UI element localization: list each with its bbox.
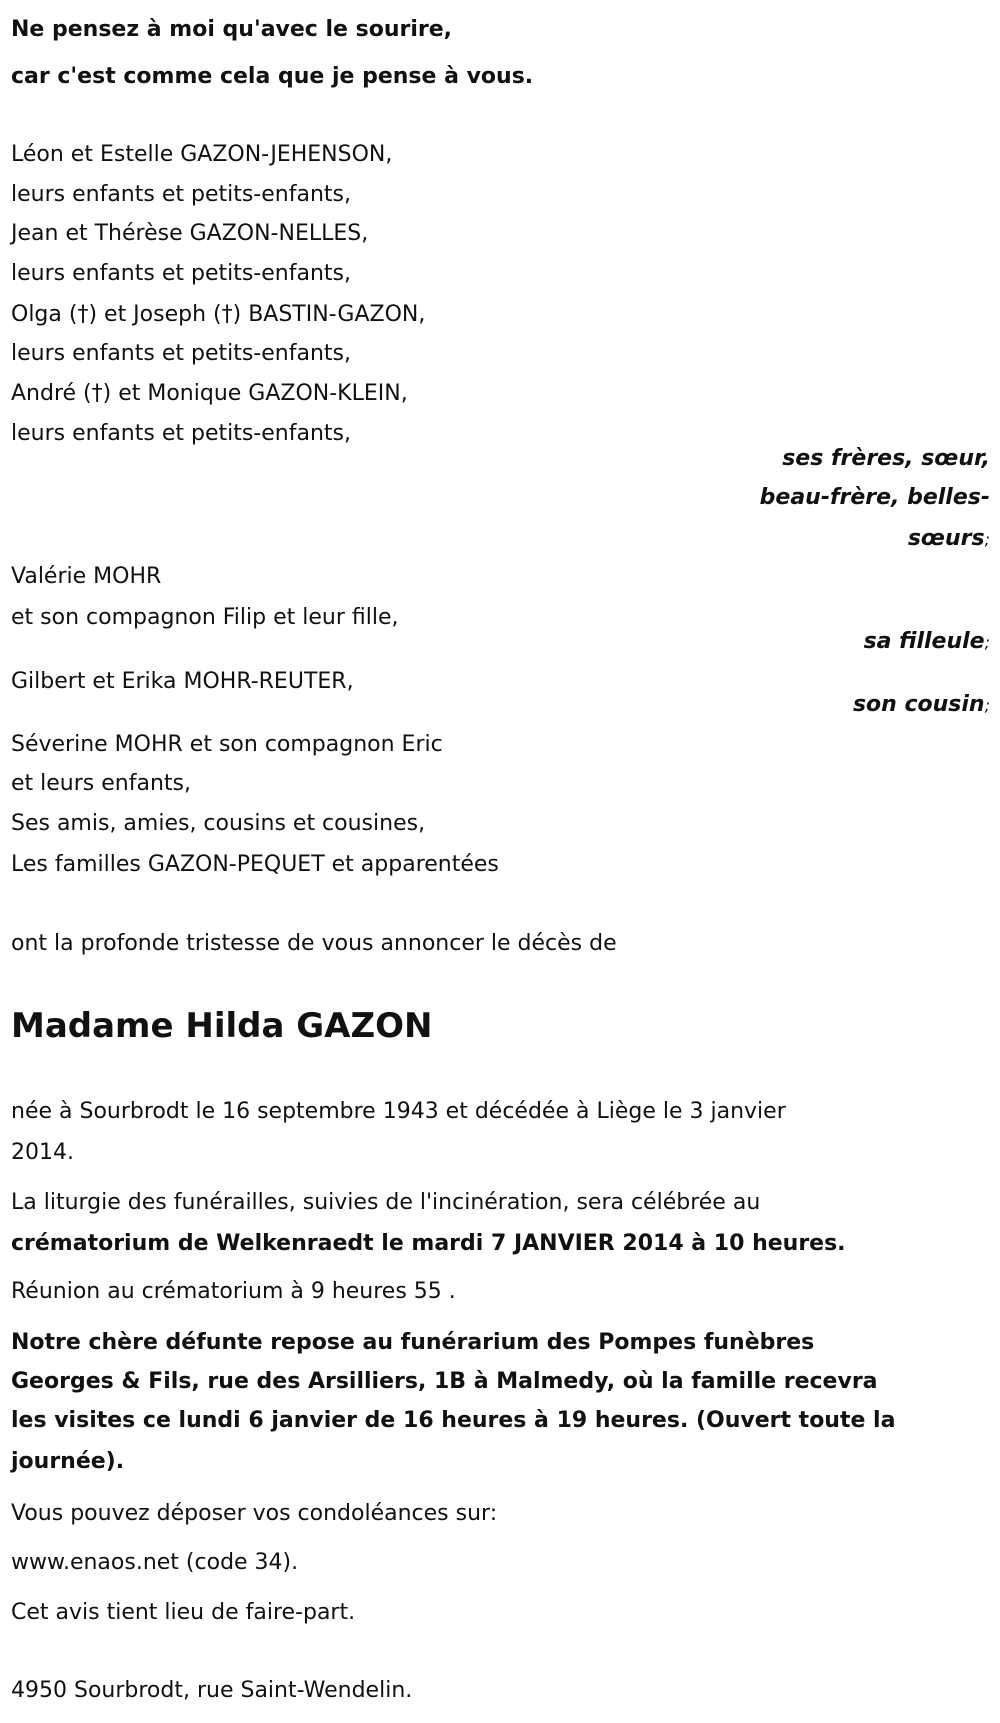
- gilbert-line: Gilbert et Erika MOHR-REUTER,: [11, 669, 354, 694]
- family-line: Olga (†) et Joseph (†) BASTIN-GAZON,: [11, 302, 426, 327]
- family-line: leurs enfants et petits-enfants,: [11, 261, 351, 286]
- other-line: Ses amis, amies, cousins et cousines,: [11, 811, 426, 836]
- liturgy-place: crématorium de Welkenraedt le mardi 7 JANVIER 2014 à 10 heures.: [11, 1231, 846, 1256]
- mohr-line: et son compagnon Filip et leur fille,: [11, 605, 399, 630]
- repose-line: Notre chère défunte repose au funérarium des Pompes funèbres: [11, 1330, 815, 1355]
- other-line: et leurs enfants,: [11, 771, 191, 796]
- deceased-name: Madame Hilda GAZON: [11, 1006, 433, 1046]
- other-line: Les familles GAZON-PEQUET et apparentées: [11, 852, 499, 877]
- other-line: Séverine MOHR et son compagnon Eric: [11, 732, 443, 757]
- family-line: leurs enfants et petits-enfants,: [11, 341, 351, 366]
- repose-line: journée).: [11, 1449, 125, 1474]
- notice: Cet avis tient lieu de faire-part.: [11, 1600, 356, 1625]
- repose-line: les visites ce lundi 6 janvier de 16 heures à 19 heures. (Ouvert toute la: [11, 1408, 896, 1433]
- repose-line: Georges & Fils, rue des Arsilliers, 1B à Malmedy, où la famille recevra: [11, 1369, 878, 1394]
- mohr-line: Valérie MOHR: [11, 564, 162, 589]
- relation-siblings: ses frères, sœur,: [782, 446, 990, 471]
- motto-line-1: Ne pensez à moi qu'avec le sourire,: [11, 17, 453, 42]
- relation-goddaughter: sa filleule;: [863, 629, 990, 654]
- meeting: Réunion au crématorium à 9 heures 55 .: [11, 1279, 456, 1304]
- relation-siblings: beau-frère, belles-: [759, 485, 990, 510]
- family-line: André (†) et Monique GAZON-KLEIN,: [11, 381, 408, 406]
- announcement: ont la profonde tristesse de vous annoncer le décès de: [11, 931, 617, 956]
- family-line: leurs enfants et petits-enfants,: [11, 421, 351, 446]
- relation-cousin: son cousin;: [852, 692, 990, 717]
- website-link[interactable]: www.enaos.net (code 34).: [11, 1550, 299, 1575]
- family-line: Jean et Thérèse GAZON-NELLES,: [11, 221, 369, 246]
- address: 4950 Sourbrodt, rue Saint-Wendelin.: [11, 1678, 413, 1703]
- condolences: Vous pouvez déposer vos condoléances sur:: [11, 1501, 498, 1526]
- birth-death: née à Sourbrodt le 16 septembre 1943 et décédée à Liège le 3 janvier: [11, 1099, 786, 1124]
- liturgy: La liturgie des funérailles, suivies de l'incinération, sera célébrée au: [11, 1190, 761, 1215]
- relation-siblings: sœurs;: [907, 526, 990, 551]
- family-line: Léon et Estelle GAZON-JEHENSON,: [11, 142, 393, 167]
- family-line: leurs enfants et petits-enfants,: [11, 182, 351, 207]
- motto-line-2: car c'est comme cela que je pense à vous.: [11, 64, 534, 89]
- birth-death: 2014.: [11, 1140, 74, 1165]
